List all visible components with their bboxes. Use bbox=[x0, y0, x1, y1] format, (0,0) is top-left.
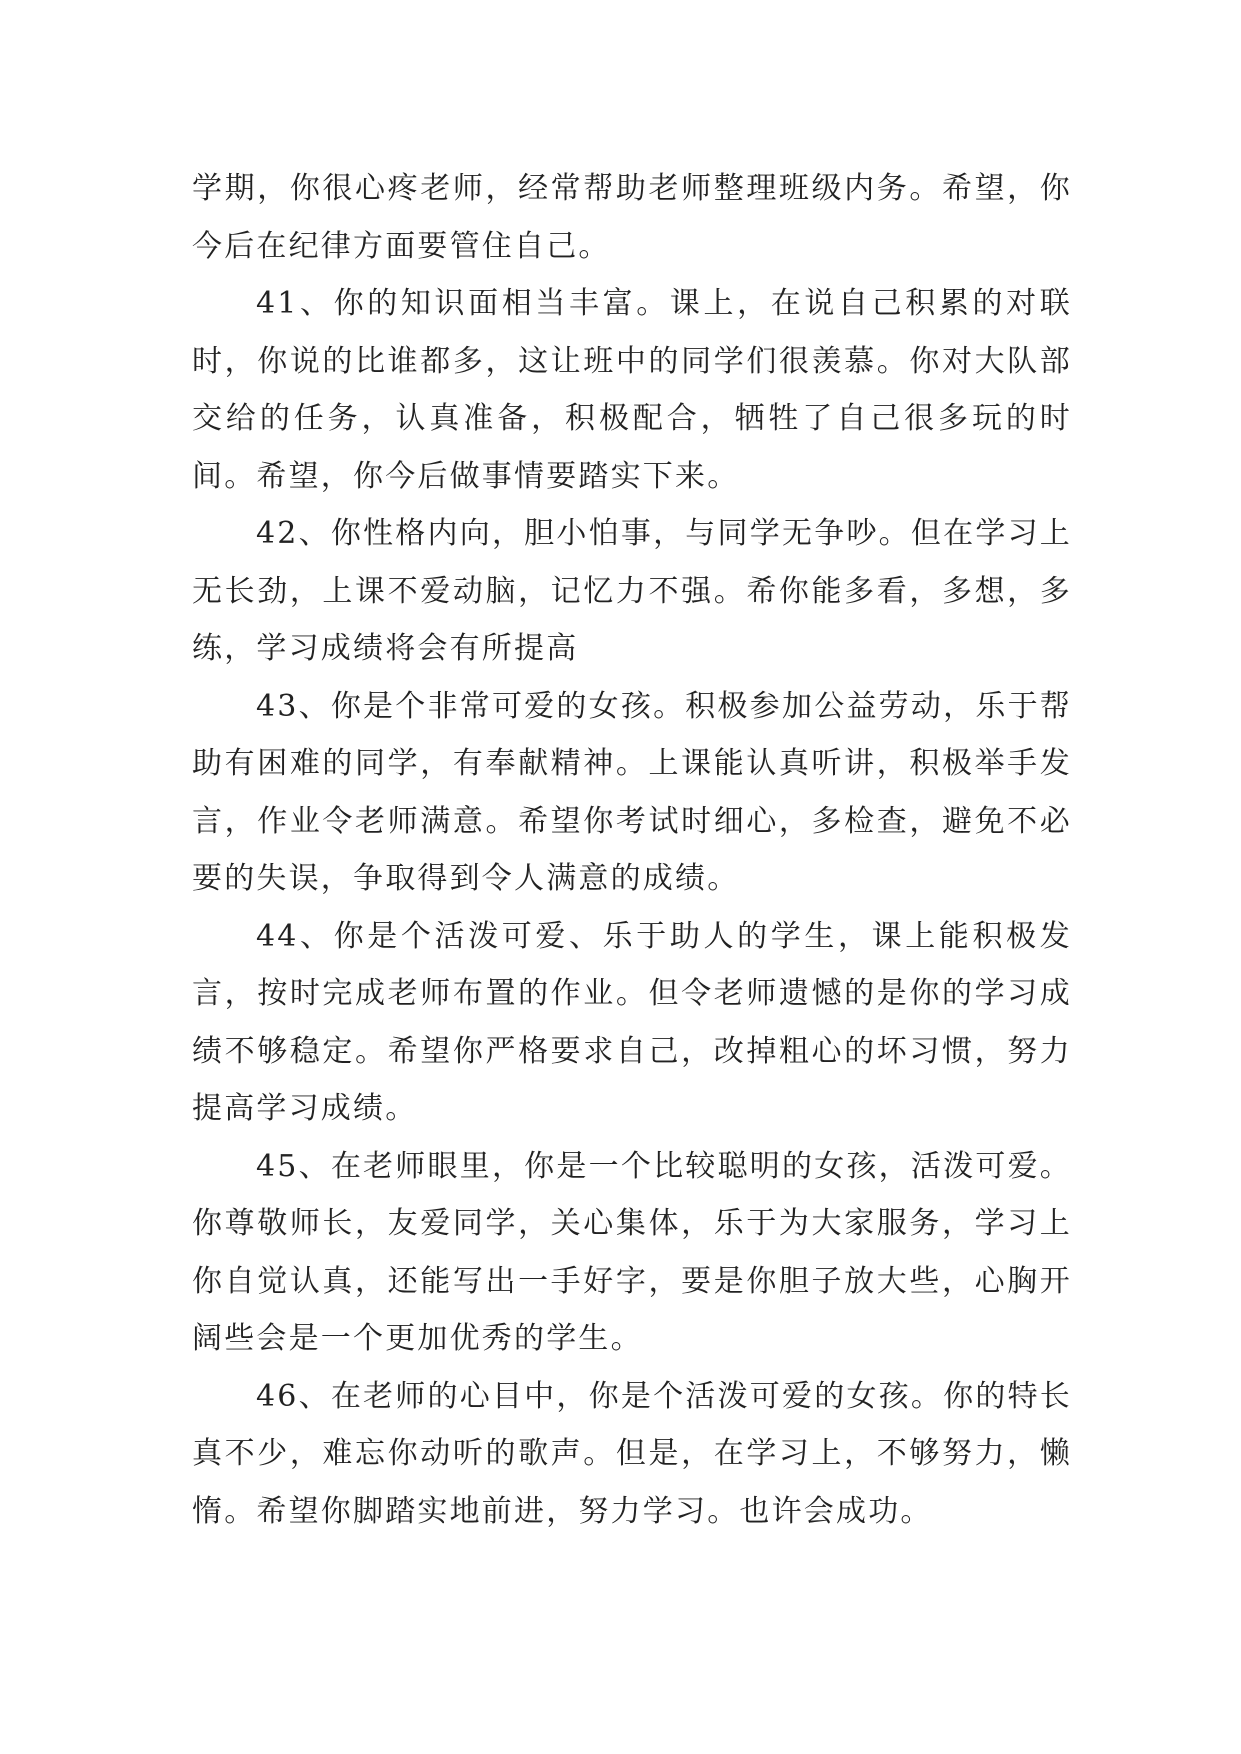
paragraph-item-42: 42、你性格内向，胆小怕事，与同学无争吵。但在学习上无长劲，上课不爱动脑，记忆力不强。希你能多看，多想，多练，学习成绩将会有所提高 bbox=[192, 516, 1072, 666]
paragraph-item-43: 43、你是个非常可爱的女孩。积极参加公益劳动，乐于帮助有困难的同学，有奉献精神。上课能认真听讲，积极举手发言，作业令老师满意。希望你考试时细心，多检查，避免不必要的失误，争取得到令人满意的成绩。 bbox=[192, 688, 1072, 896]
document-body bbox=[192, 160, 1072, 1540]
paragraph-item-41: 41、你的知识面相当丰富。课上，在说自己积累的对联时，你说的比谁都多，这让班中的同学们很羡慕。你对大队部交给的任务，认真准备，积极配合，牺牲了自己很多玩的时间。希望，你今后做事情要踏实下来。 bbox=[192, 286, 1072, 494]
paragraph-item-44: 44、你是个活泼可爱、乐于助人的学生，课上能积极发言，按时完成老师布置的作业。但令老师遗憾的是你的学习成绩不够稳定。希望你严格要求自己，改掉粗心的坏习惯，努力提高学习成绩。 bbox=[192, 918, 1072, 1126]
paragraph-item-46: 46、在老师的心目中，你是个活泼可爱的女孩。你的特长真不少，难忘你动听的歌声。但是，在学习上，不够努力，懒惰。希望你脚踏实地前进，努力学习。也许会成功。 bbox=[192, 1378, 1072, 1529]
paragraph-item-45: 45、在老师眼里，你是一个比较聪明的女孩，活泼可爱。你尊敬师长，友爱同学，关心集体，乐于为大家服务，学习上你自觉认真，还能写出一手好字，要是你胆子放大些，心胸开阔些会是一个更加优秀的学生。 bbox=[192, 1148, 1072, 1356]
paragraph-continuation: 学期，你很心疼老师，经常帮助老师整理班级内务。希望，你今后在纪律方面要管住自己。 bbox=[192, 171, 1072, 264]
